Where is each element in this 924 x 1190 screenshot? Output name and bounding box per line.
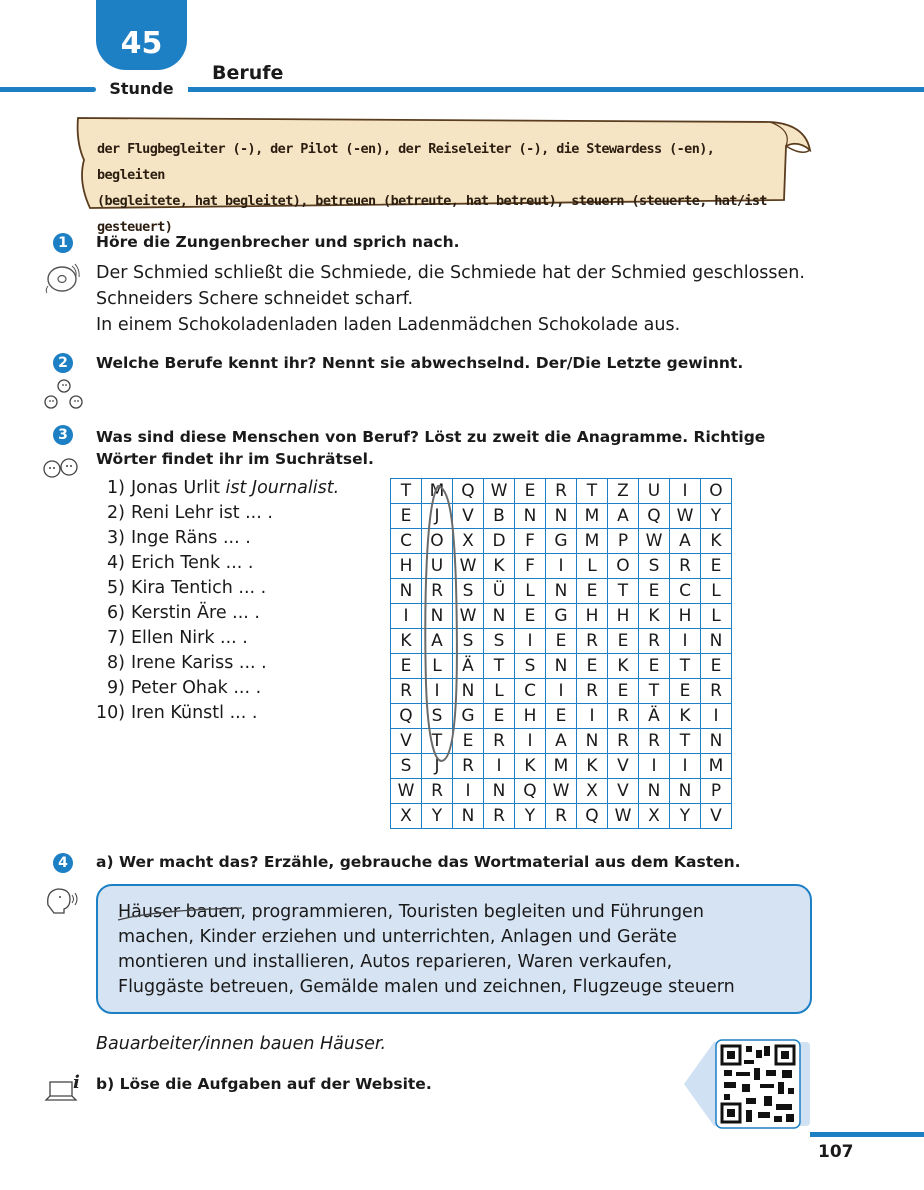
tongue-twister-3: In einem Schokoladenladen laden Ladenmädchen Schokolade aus.	[96, 315, 681, 335]
grid-cell: B	[484, 504, 515, 529]
word-material-text: Häuser bauen , programmieren, Touristen begleiten und Führungen machen, Kinder erziehen und unterrichten, Anlagen und Geräte montieren und installieren, Autos reparieren, Waren verkaufen, Fluggäste betreuen, Gemälde malen und zeichnen, Flugzeuge steuern	[118, 902, 735, 997]
grid-cell: T	[484, 654, 515, 679]
grid-cell: R	[546, 479, 577, 504]
grid-cell: R	[701, 679, 732, 704]
grid-cell: R	[577, 629, 608, 654]
grid-cell: S	[515, 654, 546, 679]
grid-cell: W	[670, 504, 701, 529]
list-item: 2) Reni Lehr ist ... .	[107, 503, 273, 523]
grid-cell: Ä	[639, 704, 670, 729]
grid-cell: K	[608, 654, 639, 679]
grid-cell: G	[546, 604, 577, 629]
grid-cell: Ä	[453, 654, 484, 679]
exercise-3-instruction	[96, 426, 812, 470]
grid-cell: N	[577, 729, 608, 754]
footer-rule	[810, 1132, 924, 1137]
grid-cell: E	[515, 604, 546, 629]
grid-cell: K	[577, 754, 608, 779]
lesson-title: Berufe	[212, 62, 284, 84]
grid-cell: I	[670, 754, 701, 779]
grid-cell: J	[422, 504, 453, 529]
grid-cell: V	[608, 754, 639, 779]
anagram-list	[96, 476, 376, 726]
grid-cell: P	[701, 779, 732, 804]
grid-cell: E	[701, 654, 732, 679]
exercise-4-number: 4	[53, 853, 73, 873]
list-item: 5) Kira Tentich ... .	[107, 578, 267, 598]
grid-cell: O	[422, 529, 453, 554]
exercise-2-instruction: Welche Berufe kennt ihr? Nennt sie abwechselnd. Der/Die Letzte gewinnt.	[96, 354, 744, 372]
grid-cell: R	[639, 729, 670, 754]
tongue-twister-1: Der Schmied schließt die Schmiede, die Schmiede hat der Schmied geschlossen.	[96, 263, 805, 283]
grid-cell: V	[453, 504, 484, 529]
grid-cell: T	[670, 654, 701, 679]
grid-cell: I	[577, 704, 608, 729]
grid-cell: Z	[608, 479, 639, 504]
grid-cell: E	[546, 704, 577, 729]
grid-cell: S	[453, 579, 484, 604]
grid-cell: E	[391, 654, 422, 679]
grid-cell: N	[546, 504, 577, 529]
answer-circle-mark	[418, 484, 462, 770]
grid-cell: L	[701, 579, 732, 604]
grid-cell: S	[422, 704, 453, 729]
grid-cell: H	[670, 604, 701, 629]
vocab-line-2: (begleitete, hat begleitet), betreuen (betreute, hat betreut), steuern (steuerte, hat/ist gesteuert)	[97, 193, 767, 235]
grid-cell: E	[484, 704, 515, 729]
grid-cell: I	[701, 704, 732, 729]
cd-audio-icon[interactable]	[44, 262, 80, 298]
grid-cell: U	[422, 554, 453, 579]
grid-cell: H	[391, 554, 422, 579]
list-item: 7) Ellen Nirk ... .	[107, 628, 248, 648]
list-item: 6) Kerstin Äre ... .	[107, 603, 260, 623]
grid-cell: I	[484, 754, 515, 779]
grid-cell: T	[608, 579, 639, 604]
grid-cell: N	[546, 654, 577, 679]
grid-cell: Q	[515, 779, 546, 804]
grid-cell: A	[608, 504, 639, 529]
grid-cell: S	[639, 554, 670, 579]
grid-cell: E	[453, 729, 484, 754]
grid-cell: W	[484, 479, 515, 504]
grid-cell: H	[577, 604, 608, 629]
grid-cell: I	[515, 729, 546, 754]
grid-cell: O	[701, 479, 732, 504]
grid-cell: I	[546, 554, 577, 579]
list-item: 1) Jonas Urlit ist Journalist.	[107, 478, 340, 498]
grid-cell: E	[639, 579, 670, 604]
grid-cell: C	[515, 679, 546, 704]
grid-cell: W	[546, 779, 577, 804]
list-item: 10) Iren Künstl ... .	[96, 703, 258, 723]
grid-cell: N	[453, 804, 484, 829]
grid-cell: C	[670, 579, 701, 604]
grid-cell: N	[422, 604, 453, 629]
grid-cell: M	[577, 529, 608, 554]
grid-cell: M	[422, 479, 453, 504]
grid-cell: M	[577, 504, 608, 529]
lesson-number: 45	[120, 26, 163, 61]
list-item: 8) Irene Kariss ... .	[107, 653, 267, 673]
grid-cell: N	[670, 779, 701, 804]
grid-cell: N	[515, 504, 546, 529]
struck-example: Häuser bauen	[118, 902, 241, 922]
grid-cell: Y	[515, 804, 546, 829]
grid-cell: R	[639, 629, 670, 654]
grid-cell: G	[546, 529, 577, 554]
exercise-3-instruction-line-1: Was sind diese Menschen von Beruf? Löst zu zweit die Anagramme. Richtige	[96, 428, 766, 446]
tongue-twister-2: Schneiders Schere schneidet scharf.	[96, 289, 414, 309]
grid-cell: W	[453, 554, 484, 579]
exercise-4a-instruction: a) Wer macht das? Erzähle, gebrauche das Wortmaterial aus dem Kasten.	[96, 853, 741, 871]
exercise-1-number: 1	[53, 233, 73, 253]
grid-cell: R	[391, 679, 422, 704]
exercise-3-instruction-line-2: Wörter findet ihr im Suchrätsel.	[96, 450, 374, 468]
grid-cell: W	[639, 529, 670, 554]
grid-cell: I	[391, 604, 422, 629]
grid-cell: N	[484, 779, 515, 804]
grid-cell: H	[608, 604, 639, 629]
grid-cell: E	[608, 679, 639, 704]
grid-cell: A	[422, 629, 453, 654]
grid-cell: Y	[701, 504, 732, 529]
grid-cell: R	[608, 704, 639, 729]
group-talk-icon	[42, 378, 86, 416]
grid-cell: K	[701, 529, 732, 554]
grid-cell: E	[515, 479, 546, 504]
grid-cell: W	[453, 604, 484, 629]
grid-cell: R	[608, 729, 639, 754]
vocab-text	[97, 136, 787, 240]
grid-cell: E	[639, 654, 670, 679]
grid-cell: E	[546, 629, 577, 654]
grid-cell: I	[670, 629, 701, 654]
grid-cell: E	[701, 554, 732, 579]
grid-cell: M	[546, 754, 577, 779]
grid-cell: R	[422, 779, 453, 804]
grid-cell: F	[515, 529, 546, 554]
grid-cell: R	[577, 679, 608, 704]
grid-cell: R	[670, 554, 701, 579]
grid-cell: T	[639, 679, 670, 704]
grid-cell: X	[453, 529, 484, 554]
grid-cell: K	[670, 704, 701, 729]
grid-cell: M	[701, 754, 732, 779]
grid-cell: N	[453, 679, 484, 704]
grid-cell: K	[484, 554, 515, 579]
grid-cell: V	[701, 804, 732, 829]
grid-cell: S	[391, 754, 422, 779]
grid-cell: I	[670, 479, 701, 504]
grid-cell: S	[484, 629, 515, 654]
exercise-4b-instruction: b) Löse die Aufgaben auf der Website.	[96, 1075, 432, 1093]
grid-cell: E	[391, 504, 422, 529]
header-rule-left	[0, 87, 96, 92]
grid-cell: X	[639, 804, 670, 829]
grid-cell: T	[577, 479, 608, 504]
grid-cell: A	[670, 529, 701, 554]
list-item: 9) Peter Ohak ... .	[107, 678, 262, 698]
grid-cell: F	[515, 554, 546, 579]
grid-cell: R	[546, 804, 577, 829]
grid-cell: Q	[391, 704, 422, 729]
grid-cell: I	[639, 754, 670, 779]
grid-cell: Ü	[484, 579, 515, 604]
speaking-head-icon	[44, 885, 80, 919]
grid-cell: J	[422, 754, 453, 779]
grid-cell: N	[484, 604, 515, 629]
grid-cell: L	[484, 679, 515, 704]
list-item: 4) Erich Tenk ... .	[107, 553, 254, 573]
grid-cell: L	[515, 579, 546, 604]
grid-cell: A	[546, 729, 577, 754]
grid-cell: I	[422, 679, 453, 704]
grid-cell: E	[577, 579, 608, 604]
grid-cell: X	[577, 779, 608, 804]
grid-cell: K	[391, 629, 422, 654]
grid-cell: G	[453, 704, 484, 729]
grid-cell: S	[453, 629, 484, 654]
grid-cell: C	[391, 529, 422, 554]
pair-talk-icon	[40, 455, 82, 487]
grid-cell: I	[546, 679, 577, 704]
grid-cell: I	[453, 779, 484, 804]
svg-text:i: i	[73, 1072, 80, 1093]
example-sentence: Bauarbeiter/innen bauen Häuser.	[96, 1034, 387, 1054]
grid-cell: H	[515, 704, 546, 729]
grid-cell: L	[422, 654, 453, 679]
grid-cell: W	[608, 804, 639, 829]
grid-cell: K	[639, 604, 670, 629]
qr-code-icon[interactable]	[684, 1038, 812, 1134]
grid-cell: Q	[453, 479, 484, 504]
grid-cell: T	[670, 729, 701, 754]
grid-cell: E	[608, 629, 639, 654]
lesson-label: Stunde	[109, 79, 174, 98]
grid-cell: N	[391, 579, 422, 604]
grid-cell: T	[422, 729, 453, 754]
grid-cell: Q	[639, 504, 670, 529]
grid-cell: N	[639, 779, 670, 804]
grid-cell: R	[484, 729, 515, 754]
vocab-line-1: der Flugbegleiter (-), der Pilot (-en), der Reiseleiter (-), die Stewardess (-en), begleiten	[97, 141, 715, 183]
grid-cell: N	[546, 579, 577, 604]
grid-cell: L	[701, 604, 732, 629]
grid-cell: W	[391, 779, 422, 804]
grid-cell: V	[608, 779, 639, 804]
grid-cell: T	[391, 479, 422, 504]
grid-cell: K	[515, 754, 546, 779]
grid-cell: O	[608, 554, 639, 579]
grid-cell: E	[670, 679, 701, 704]
grid-cell: V	[391, 729, 422, 754]
grid-cell: D	[484, 529, 515, 554]
laptop-info-icon	[44, 1072, 84, 1110]
grid-cell: U	[639, 479, 670, 504]
grid-cell: X	[391, 804, 422, 829]
exercise-2-number: 2	[53, 353, 73, 373]
grid-cell: Q	[577, 804, 608, 829]
header-rule-right	[188, 87, 924, 92]
grid-cell: R	[484, 804, 515, 829]
list-item: 3) Inge Räns ... .	[107, 528, 251, 548]
exercise-3-number: 3	[53, 425, 73, 445]
grid-cell: N	[701, 729, 732, 754]
page-number: 107	[818, 1142, 854, 1162]
grid-cell: R	[453, 754, 484, 779]
exercise-1-instruction: Höre die Zungenbrecher und sprich nach.	[96, 233, 460, 251]
grid-cell: Y	[670, 804, 701, 829]
grid-cell: P	[608, 529, 639, 554]
grid-cell: N	[701, 629, 732, 654]
grid-cell: Y	[422, 804, 453, 829]
grid-cell: I	[515, 629, 546, 654]
tongue-twisters	[96, 260, 816, 338]
grid-cell: E	[577, 654, 608, 679]
grid-cell: L	[577, 554, 608, 579]
grid-cell: R	[422, 579, 453, 604]
